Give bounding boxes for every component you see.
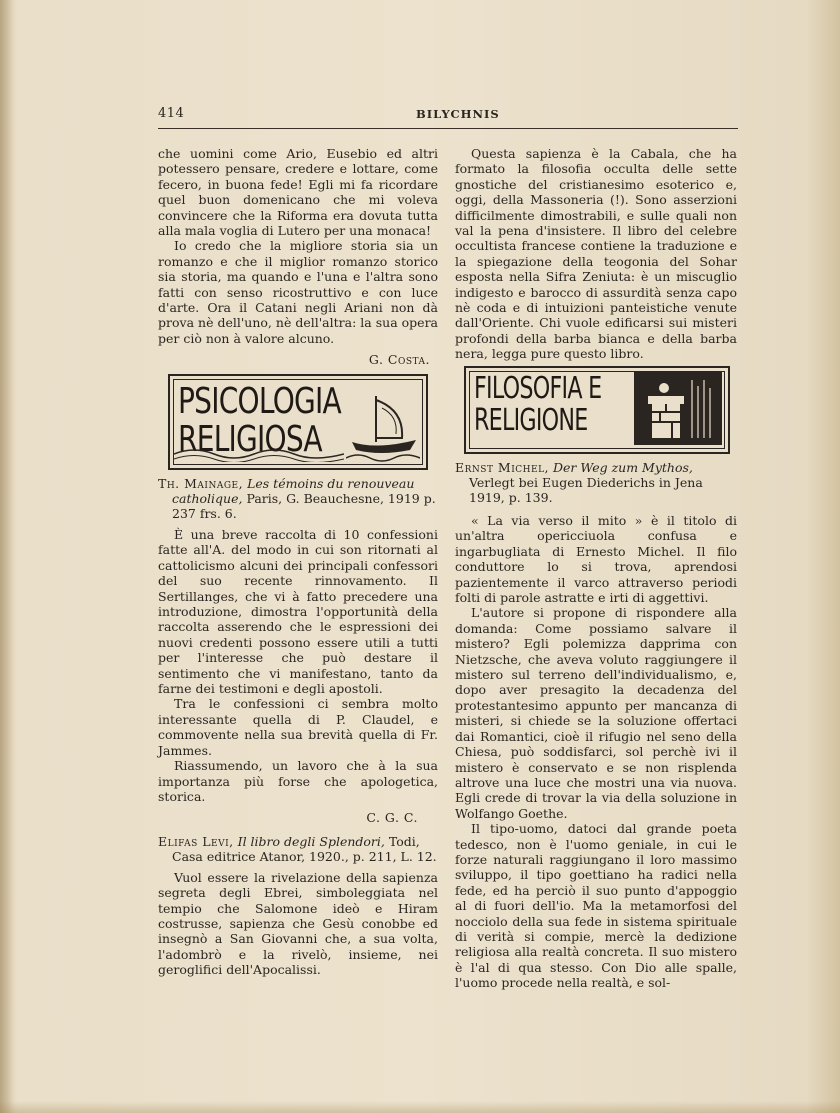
ship-icon [346, 392, 420, 462]
paragraph: Io credo che la migliore storia sia un romanzo e che il miglior romanzo storico sia storia, ma quando e l'una e l'altra sono fatti con senso ricostruttivo e con luce d'arte. Ora il Catani negli Ariani non dà prova nè dell'uno, nè dell'altra: la sua opera per ciò non à valore alcuno. [158, 238, 438, 346]
paragraph: È una breve raccolta di 10 confessioni fatte all'A. del modo in cui son ritornati al cattolicismo alcuni dei principali confessori del suo recente rinnovamento. Il Sertillanges, che vi à fatto precedere una introduzione, dimostra l'opportunità della raccolta asserendo che le espressioni dei nuovi credenti possono essere utili a tutti per l'interesse che può destare il sentimento che vi manifestano, tanto da farne dei testimoni e degli apostoli. [158, 527, 438, 697]
paragraph: Riassumendo, un lavoro che à la sua importanza più forse che apologetica, storica. [158, 758, 438, 804]
paragraph: che uomini come Ario, Eusebio ed altri potessero pensare, credere e lottare, come fecero, in buona fede! Egli mi fa ricordare quel buon domenicano che mi voleva convincere che la Riforma era dovuta tutta alla mala voglia di Lutero per una monaca! [158, 146, 438, 239]
section-banner-psicologia-religiosa [168, 374, 428, 470]
left-column [158, 146, 438, 368]
journal-title: BILYCHNIS [416, 107, 500, 121]
running-header [158, 106, 738, 126]
tower-ornament-icon [638, 376, 718, 442]
bibliographic-reference: Th. Mainage, Les témoins du renouveau catholique, Paris, G. Beauchesne, 1919 p. 237 frs. 6. [158, 476, 436, 521]
section-banner-filosofia-e-religione [464, 366, 730, 454]
paragraph: Il tipo-uomo, datoci dal grande poeta tedesco, non è l'uomo geniale, in cui le forze naturali raggiungano il loro massimo sviluppo, il tipo goettiano ha radici nella fede, ed ha perciò il suo punto d'appoggio al di fuori dell'io. Ma la metamorfosi del nocciolo della sua fede in sistema spirituale di verità si compie, mercè la dedizione religiosa alla realtà concreta. Il suo mistero è l'al di qua stesso. Con Dio alle spalle, l'uomo procede nella realtà, e sol- [455, 821, 737, 991]
right-column-lower [455, 460, 737, 991]
bibliographic-reference: Elifas Levi, Il libro degli Splendori, Todi, Casa editrice Atanor, 1920., p. 211, L. 12. [158, 833, 437, 864]
signature: C. G. C. [366, 810, 418, 826]
wave-ornament-icon [174, 446, 344, 462]
banner-line: RELIGIOSA [178, 419, 322, 460]
page-edge-shadow [0, 0, 14, 1113]
header-rule [158, 128, 738, 129]
banner-line: PSICOLOGIA [178, 381, 341, 422]
paragraph: L'autore si propone di rispondere alla domanda: Come possiamo salvare il mistero? Egli polemizza dapprima con Nietzsche, che aveva voluto raggiungere il mistero sul terreno dell'individualismo, e, dopo aver presagito la decadenza del protestantesimo appunto per mancanza di misteri, si chiede se la soluzione offertaci dai Romantici, cioè il rifugio nel seno della Chiesa, può soddisfarci, sol perchè ivi il mistero è conservato e se non risplenda altrove una luce che mostri una via nuova. Egli crede di trovar la via della soluzione in Wolfango Goethe. [455, 605, 737, 821]
page-bottom-edge [0, 1101, 840, 1113]
paragraph: Questa sapienza è la Cabala, che ha formato la filosofia occulta delle sette gnostiche del cristianesimo esoterico e, oggi, della Massoneria (!). Sono asserzioni difficilmente dimostrabili, e sulle quali non val la pena d'insistere. Il libro del celebre occultista francese contiene la traduzione e la spiegazione della teogonia del Sohar esposta nella Sifra Zeniuta: è un miscuglio indigesto e barocco di assurdità senza capo nè coda e di intuizioni panteistiche venute dall'Oriente. Chi vuole edificarsi sui misteri profondi della barba bianca e della barba nera, legga pure questo libro. [455, 146, 737, 362]
banner-line: FILOSOFIA E [474, 371, 602, 406]
paragraph: Tra le confessioni ci sembra molto interessante quella di P. Claudel, e commovente nella sua brevità quella di Fr. Jammes. [158, 696, 438, 758]
paragraph: Vuol essere la rivelazione della sapienza segreta degli Ebrei, simboleggiata nel tempio che Salomone ideò e Hiram costrusse, sapienza che Gesù conobbe ed insegnò a San Giovanni che, a sua volta, l'adombrò e la rivelò, insieme, nei geroglifici dell'Apocalissi. [158, 869, 438, 978]
banner-line: RELIGIONE [474, 403, 588, 438]
page-number: 414 [158, 106, 185, 121]
left-column-lower [158, 476, 438, 978]
paragraph: « La via verso il mito » è il titolo di un'altra opericciuola confusa e ingarbugliata di Ernesto Michel. Il filo conduttore lo si trova, aprendosi pazientemente il varco attraverso periodi folti di parole astratte e irti di aggettivi. [455, 513, 737, 606]
signature: G. Costa. [368, 352, 430, 368]
bibliographic-reference: Ernst Michel, Der Weg zum Mythos, Verlegt bei Eugen Diederichs in Jena 1919, p. 139. [455, 460, 703, 505]
right-column [455, 146, 737, 379]
